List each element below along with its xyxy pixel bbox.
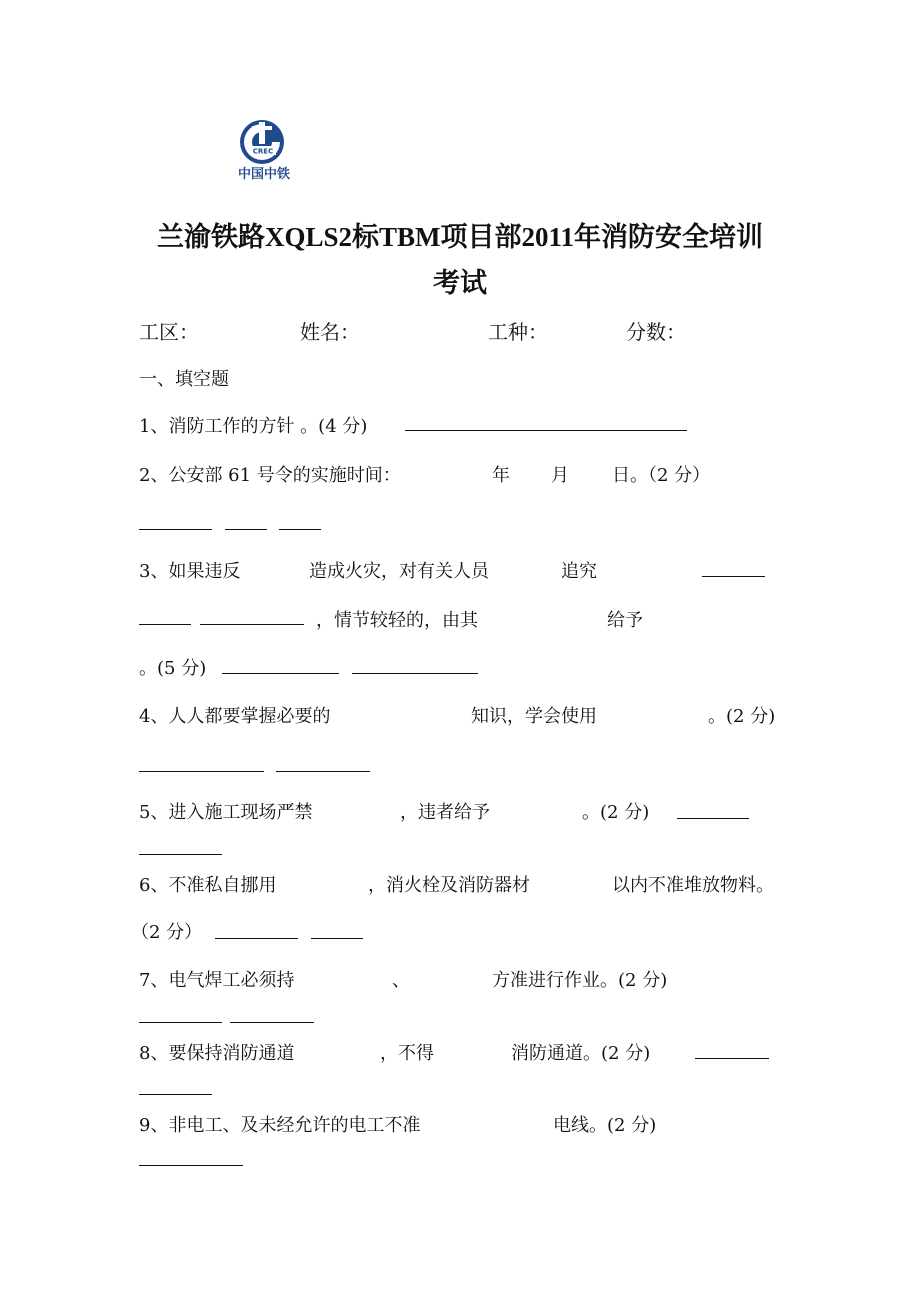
answer-blank[interactable] <box>215 938 298 939</box>
answer-blank[interactable] <box>139 854 222 855</box>
question-7-text-c: 方准进行作业。(2 分) <box>492 970 668 991</box>
workzone-label: 工区： <box>139 320 199 344</box>
trade-label: 工种： <box>488 320 548 344</box>
question-5-score: 。(2 分) <box>582 802 650 823</box>
crec-emblem-icon <box>232 118 296 168</box>
answer-blank[interactable] <box>695 1058 769 1059</box>
crec-logo <box>232 118 296 190</box>
question-3-text-a: 3、如果违反 <box>139 561 241 582</box>
answer-blank[interactable] <box>222 673 339 674</box>
question-2-month: 月 <box>551 465 569 486</box>
question-3-text-d: ，情节较轻的，由其 <box>316 610 478 631</box>
logo-emblem-text: CREC <box>252 147 274 156</box>
question-1: 1、消防工作的方针 。(4 分) <box>139 416 368 437</box>
answer-blank[interactable] <box>230 1022 314 1023</box>
question-5-text-b: ，违者给予 <box>400 802 490 823</box>
question-3-text-e: 给予 <box>607 610 643 631</box>
question-6-text-c: 以内不准堆放物料。 <box>612 875 774 896</box>
answer-blank[interactable] <box>139 624 191 625</box>
question-4-text-a: 4、人人都要掌握必要的 <box>139 706 331 727</box>
answer-blank[interactable] <box>677 818 749 819</box>
question-7-text-a: 7、电气焊工必须持 <box>139 970 295 991</box>
answer-blank[interactable] <box>279 529 321 530</box>
question-5-text-a: 5、进入施工现场严禁 <box>139 802 313 823</box>
answer-blank[interactable] <box>311 938 363 939</box>
answer-blank[interactable] <box>200 624 304 625</box>
answer-blank[interactable] <box>352 673 478 674</box>
question-8-text-b: ，不得 <box>380 1043 434 1064</box>
page-title: 兰渝铁路XQLS2标TBM项目部2011年消防安全培训 <box>156 222 764 252</box>
question-6-score: （2 分） <box>131 922 203 943</box>
answer-blank[interactable] <box>139 1022 222 1023</box>
question-9-text-b: 电线。(2 分) <box>553 1115 657 1136</box>
question-6-text-b: ，消火栓及消防器材 <box>368 875 530 896</box>
question-4-score: 。(2 分) <box>708 706 776 727</box>
question-7-text-b: 、 <box>392 970 410 991</box>
logo-caption: 中国中铁 <box>237 167 290 182</box>
section-heading: 一、填空题 <box>139 369 229 390</box>
question-3-text-b: 造成火灾，对有关人员 <box>309 561 489 582</box>
question-9-text-a: 9、非电工、及未经允许的电工不准 <box>139 1115 421 1136</box>
answer-blank[interactable] <box>139 529 212 530</box>
answer-blank[interactable] <box>139 1094 212 1095</box>
answer-blank[interactable] <box>225 529 267 530</box>
question-8-text-c: 消防通道。(2 分) <box>511 1043 651 1064</box>
question-4-text-b: 知识，学会使用 <box>471 706 597 727</box>
question-2-year: 年 <box>492 465 510 486</box>
question-3-text-c: 追究 <box>561 561 597 582</box>
page-title-line2: 考试 <box>433 268 487 298</box>
answer-blank[interactable] <box>139 771 264 772</box>
question-6-text-a: 6、不准私自挪用 <box>139 875 277 896</box>
answer-blank[interactable] <box>702 576 765 577</box>
question-3-score: 。(5 分) <box>139 658 207 679</box>
answer-blank[interactable] <box>276 771 370 772</box>
name-label: 姓名： <box>300 320 360 344</box>
score-label: 分数： <box>626 320 686 344</box>
question-8-text-a: 8、要保持消防通道 <box>139 1043 295 1064</box>
question-2-text: 2、公安部 61 号令的实施时间： <box>139 465 401 486</box>
answer-blank[interactable] <box>405 430 687 431</box>
question-2-day: 日。（2 分） <box>612 465 711 486</box>
answer-blank[interactable] <box>139 1165 243 1166</box>
